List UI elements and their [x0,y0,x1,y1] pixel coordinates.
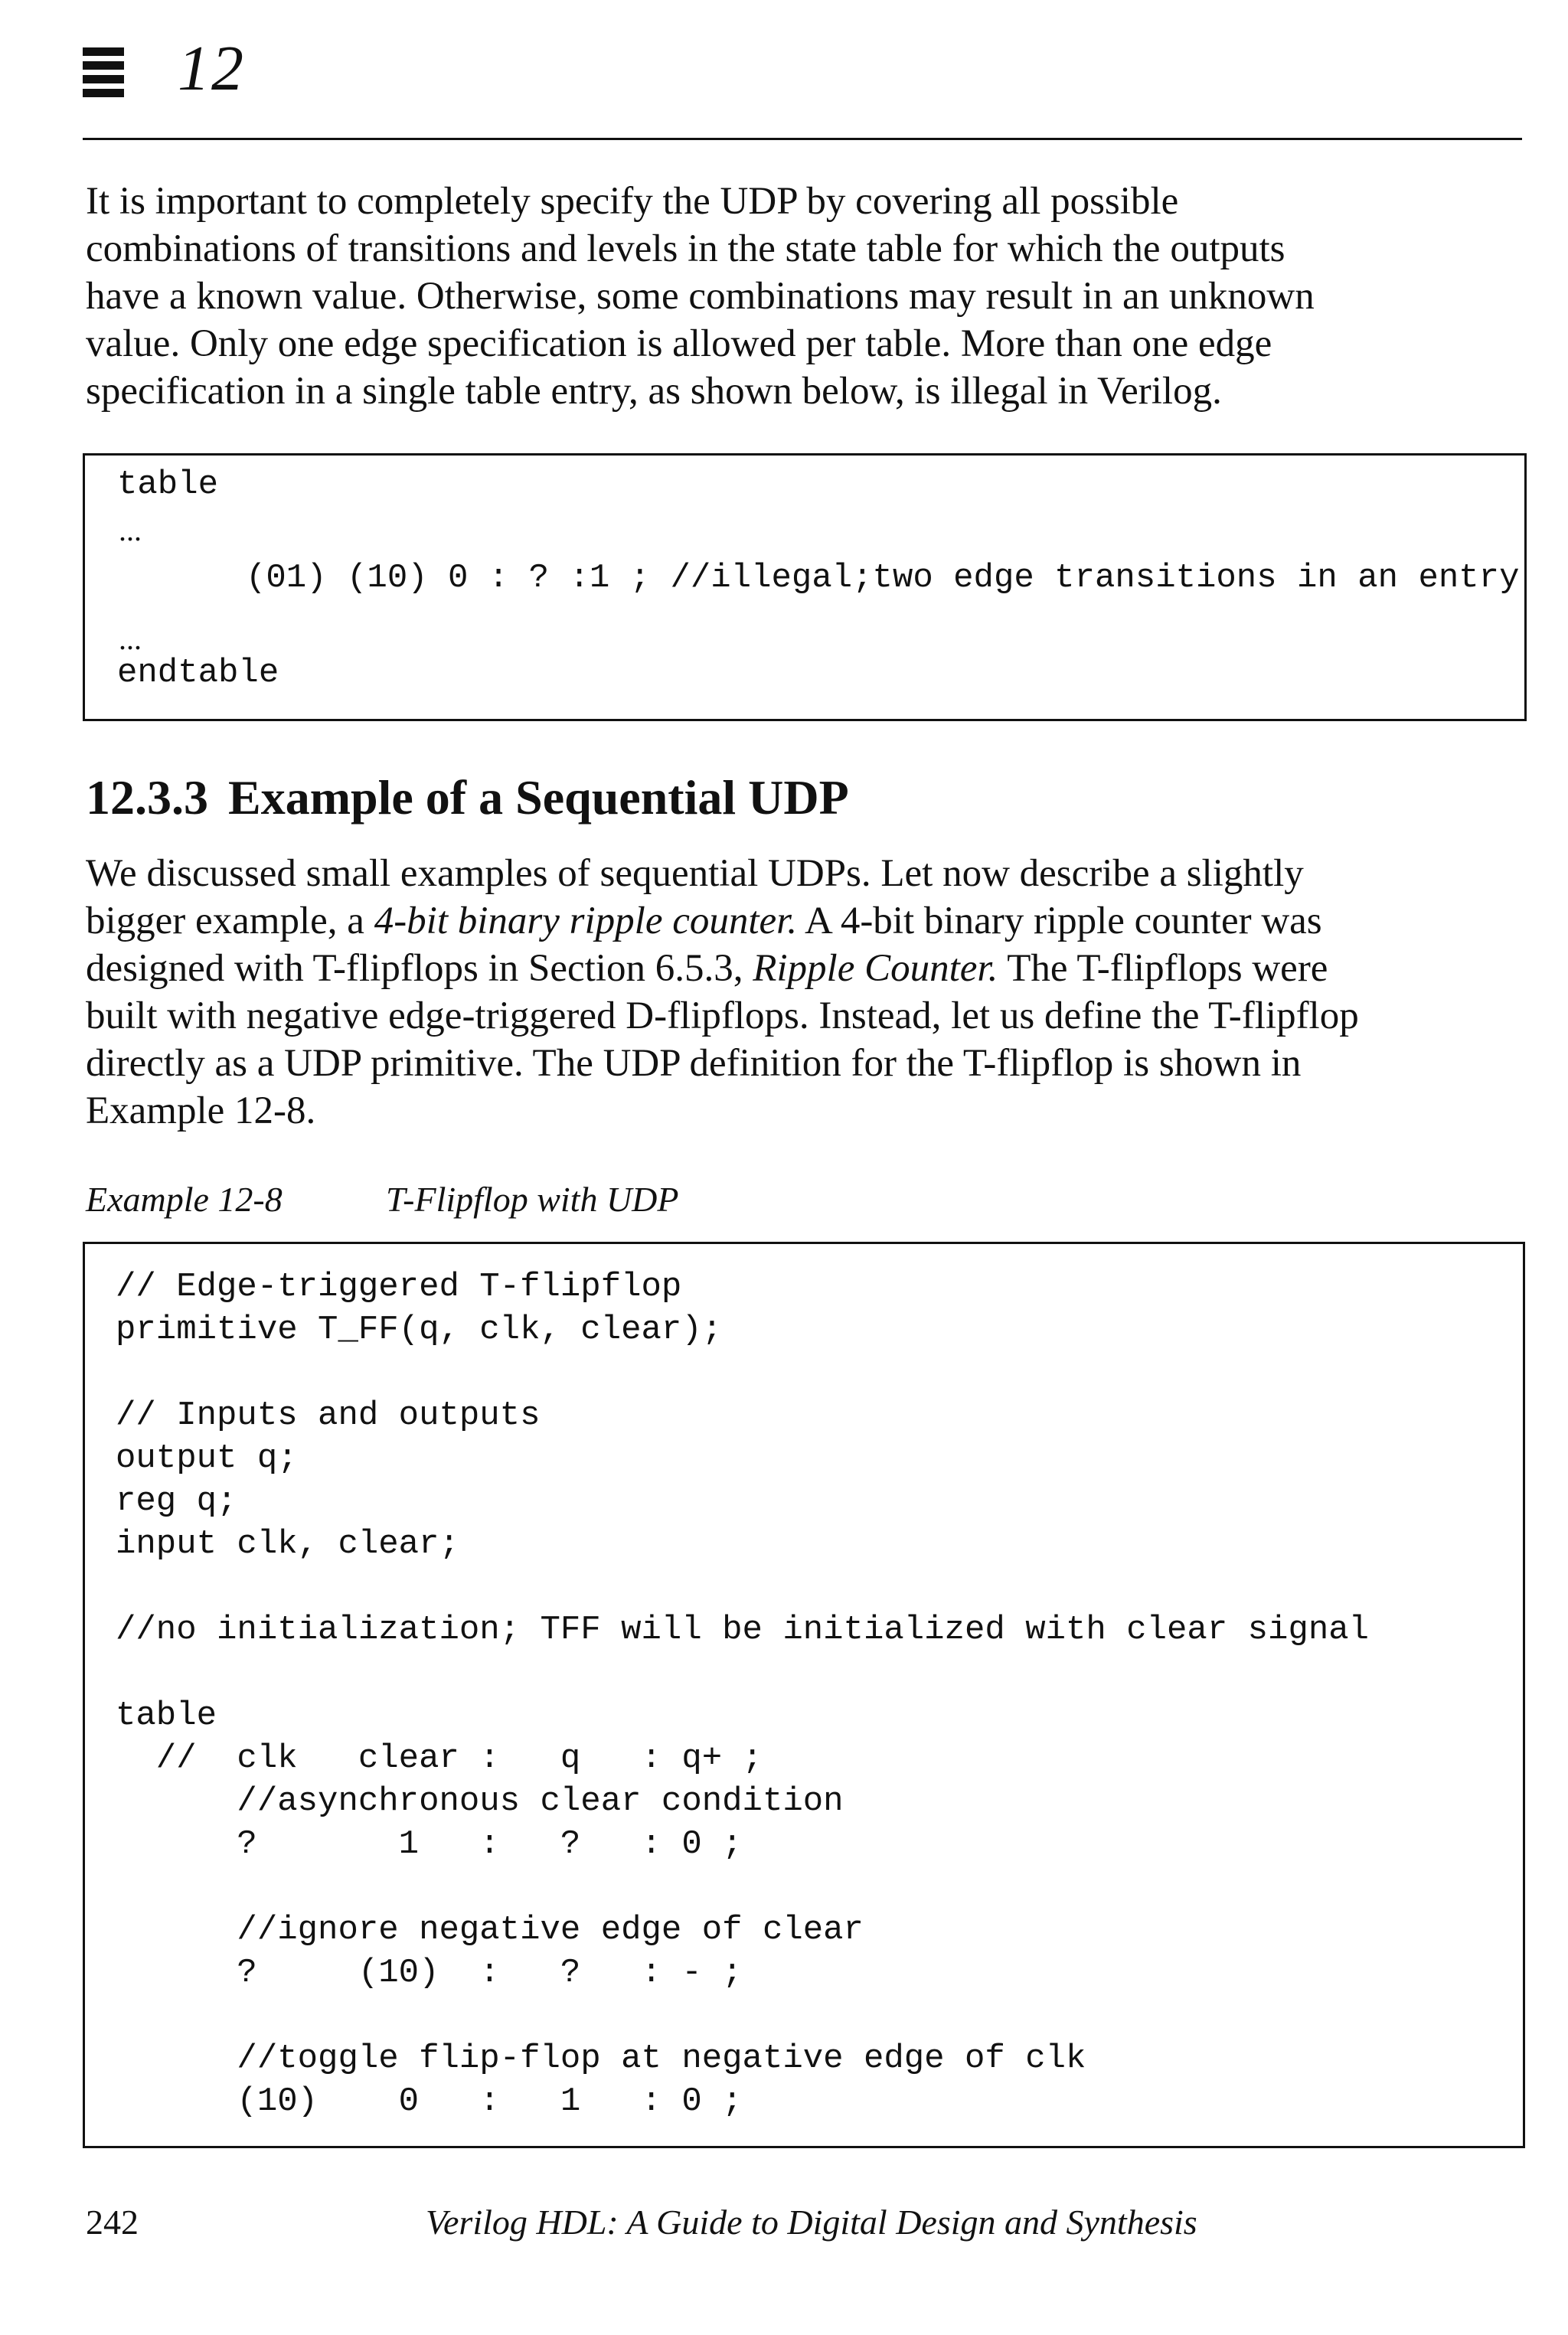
code-line: //asynchronous clear condition [116,1782,844,1821]
chapter-marker-icon [83,47,124,115]
text-line: built with negative edge-triggered D-flipflops. Instead, let us define the T-flipflop [86,994,1359,1037]
example-title: T-Flipflop with UDP [386,1180,679,1219]
code-line: reg q; [116,1482,237,1520]
code-line: output q; [116,1439,298,1478]
text-line: specification in a single table entry, as shown below, is illegal in Verilog. [86,370,1222,413]
code-line-endtable: endtable [117,654,279,692]
text-line: have a known value. Otherwise, some combinations may result in an unknown [86,275,1315,318]
running-footer-title: Verilog HDL: A Guide to Digital Design and Synthesis [426,2203,1197,2242]
chapter-number: 12 [178,33,245,104]
section-paragraph [86,850,1525,1135]
text-line: Example 12-8. [86,1089,316,1132]
illegal-table-code-box [83,453,1527,721]
section-title: Example of a Sequential UDP [228,770,849,825]
text-line: We discussed small examples of sequential UDPs. Let now describe a slightly [86,852,1304,895]
intro-paragraph [86,178,1525,415]
code-line-table: table [117,465,219,504]
emphasis: 4-bit binary ripple counter. [374,900,798,942]
ellipsis: ... [119,622,142,656]
code-line: input clk, clear; [116,1525,459,1563]
code-line: (10) 0 : 1 : 0 ; [116,2082,743,2121]
code-line: // Inputs and outputs [116,1396,541,1435]
code-line: primitive T_FF(q, clk, clear); [116,1311,723,1349]
text-line: bigger example, a 4-bit binary ripple counter. A 4-bit binary ripple counter was [86,900,1322,942]
code-line: //no initialization; TFF will be initialized with clear signal [116,1611,1370,1649]
example-code-box [83,1242,1525,2148]
code-line: ? 1 : ? : 0 ; [116,1825,743,1863]
ellipsis: ... [119,513,142,547]
emphasis: Ripple Counter. [753,947,998,990]
text-line: It is important to completely specify the UDP by covering all possible [86,180,1179,223]
code-line: ? (10) : ? : - ; [116,1954,743,1992]
text-line: value. Only one edge specification is allowed per table. More than one edge [86,322,1272,365]
section-heading [86,770,849,825]
code-line: table [116,1697,217,1735]
code-line-illegal-entry: (01) (10) 0 : ? :1 ; //illegal;two edge transitions in an entry [246,559,1520,597]
section-number: 12.3.3 [86,770,208,825]
text-line: designed with T-flipflops in Section 6.5.3, Ripple Counter. The T-flipflops were [86,947,1328,990]
code-line: //ignore negative edge of clear [116,1911,864,1949]
text-line: combinations of transitions and levels in the state table for which the outputs [86,227,1285,270]
example-label: Example 12-8 [86,1180,283,1219]
text-line: directly as a UDP primitive. The UDP definition for the T-flipflop is shown in [86,1042,1302,1085]
page-number: 242 [86,2203,139,2242]
code-line: // clk clear : q : q+ ; [116,1739,763,1778]
code-line: // Edge-triggered T-flipflop [116,1268,682,1306]
header-rule [83,138,1522,140]
code-line: //toggle flip-flop at negative edge of clk [116,2039,1086,2078]
